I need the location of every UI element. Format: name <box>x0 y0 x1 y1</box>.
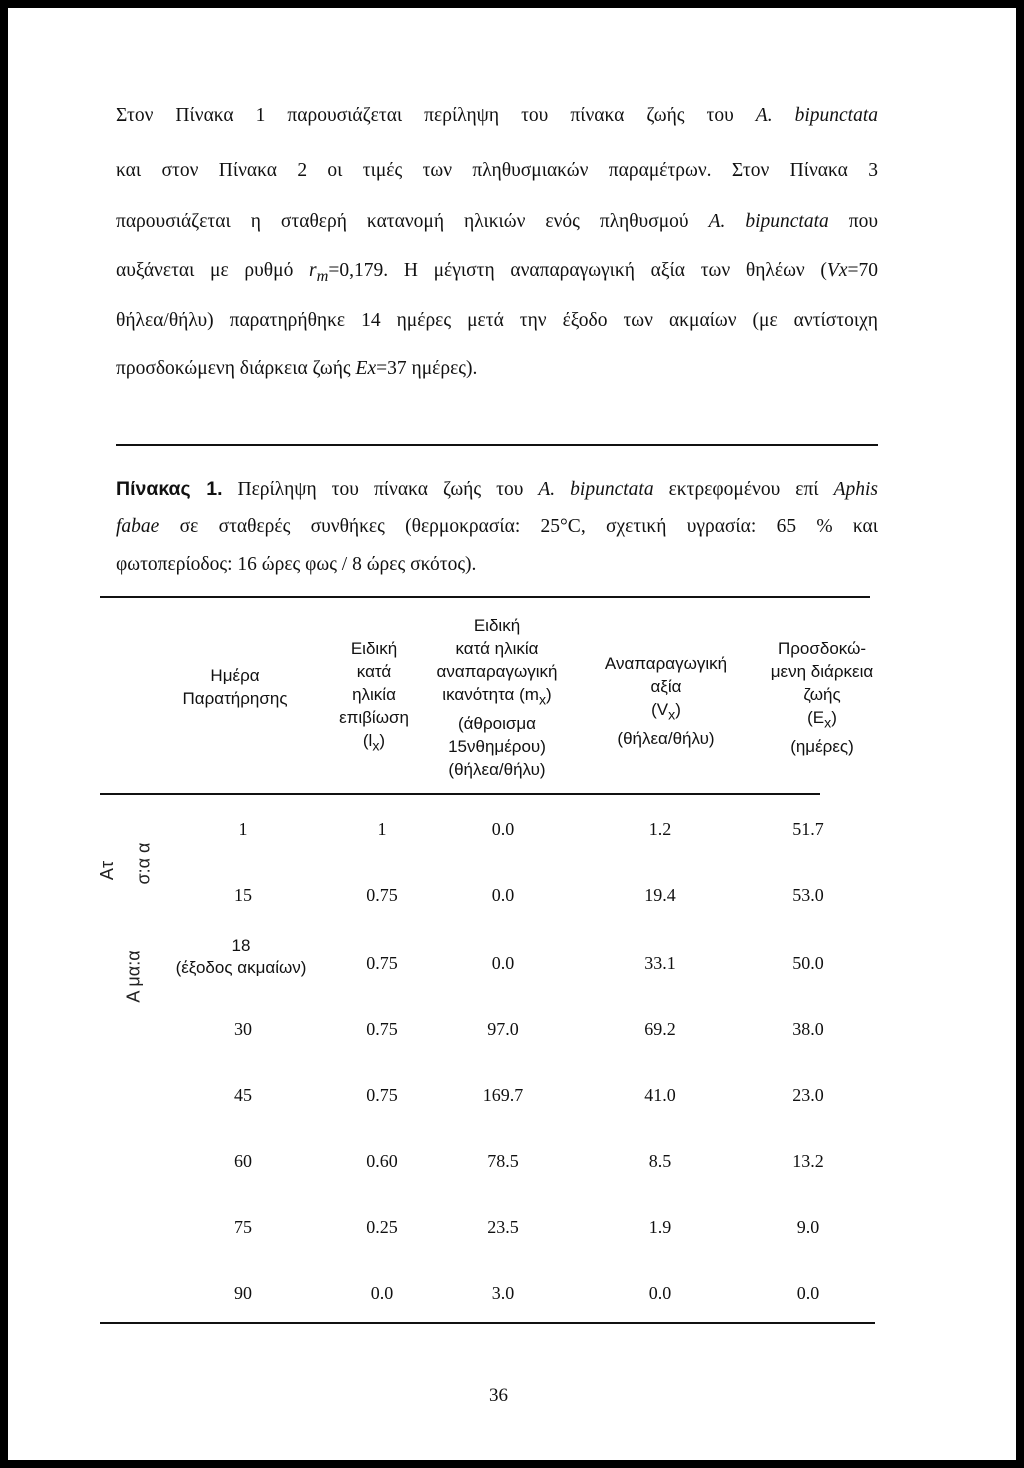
header-text: ) <box>831 708 837 727</box>
ex-symbol: Ex <box>355 358 377 379</box>
cell-lx: 0.75 <box>366 1085 398 1105</box>
cell-vx: 0.0 <box>648 1283 672 1303</box>
header-text: Ημέρα <box>210 666 260 685</box>
intro-line-2 <box>116 160 878 182</box>
header-text: Αναπαραγωγική <box>604 654 728 673</box>
cell-vx: 1.2 <box>648 819 672 839</box>
cell-vx: 33.1 <box>644 953 676 973</box>
table-bottom-rule <box>100 1322 875 1324</box>
species-name: A. bipunctata <box>538 479 654 500</box>
intro-line-6 <box>116 358 477 380</box>
stage-label-adult: Α μα:α <box>123 950 144 1003</box>
header-text: (ημέρες) <box>790 737 854 757</box>
cell-mx: 0.0 <box>491 953 515 973</box>
header-lx <box>339 637 409 758</box>
header-text: Προσδοκώ- <box>777 639 867 658</box>
header-ex <box>771 637 873 758</box>
cell-lx: 1 <box>377 819 387 839</box>
intro-text: Στον Πίνακα 1 παρουσιάζεται περίληψη του πίνακα ζωής του <box>116 105 756 126</box>
caption-text: εκτρεφομένου επί <box>653 479 834 500</box>
intro-line-3 <box>116 211 878 233</box>
cell-ex: 13.2 <box>792 1151 824 1171</box>
header-subscript: x <box>372 738 380 755</box>
intro-text: και στον Πίνακα 2 οι τιμές των πληθυσμιακών παραμέτρων. Στον Πίνακα 3 <box>116 160 878 181</box>
cell-ex: 53.0 <box>792 885 824 905</box>
stage-label-immature-b: σ:α α <box>133 842 154 885</box>
cell-ex: 9.0 <box>796 1217 820 1237</box>
cell-day <box>176 935 307 979</box>
document-page <box>8 8 1016 1460</box>
vx-symbol: Vx <box>826 260 848 281</box>
header-text: (l <box>362 731 373 750</box>
cell-mx: 0.0 <box>491 885 515 905</box>
header-subscript: x <box>668 707 676 724</box>
cell-vx: 8.5 <box>648 1151 672 1171</box>
cell-day: 75 <box>234 1217 252 1237</box>
cell-lx: 0.75 <box>366 1019 398 1039</box>
caption-line-2 <box>116 516 878 538</box>
intro-text: =70 <box>847 260 878 281</box>
cell-lx: 0.75 <box>366 885 398 905</box>
cell-day: 45 <box>234 1085 252 1105</box>
intro-text: =37 ημέρες). <box>376 358 478 379</box>
cell-ex: 23.0 <box>792 1085 824 1105</box>
intro-line-1 <box>116 105 878 127</box>
caption-label: Πίνακας 1. <box>116 478 223 500</box>
cell-day: 30 <box>234 1019 252 1039</box>
cell-vx: 1.9 <box>648 1217 672 1237</box>
header-bottom-rule <box>100 793 820 795</box>
host-name: fabae <box>116 516 160 537</box>
cell-vx: 19.4 <box>644 885 676 905</box>
cell-lx: 0.75 <box>366 953 398 973</box>
species-name: A. bipunctata <box>755 105 878 126</box>
rate-symbol: r <box>309 260 317 281</box>
header-text: κατά <box>356 662 392 681</box>
cell-lx: 0.25 <box>366 1217 398 1237</box>
cell-ex: 38.0 <box>792 1019 824 1039</box>
intro-text: παρουσιάζεται η σταθερή κατανομή ηλικιών ενός πληθυσμού <box>116 211 709 232</box>
header-text: (θήλεα/θήλυ) <box>617 729 715 749</box>
header-text: κατά ηλικία <box>455 639 539 658</box>
header-text: μενη διάρκεια <box>770 662 874 681</box>
cell-day: 1 <box>238 819 248 839</box>
header-text: ικανότητα (m <box>442 685 539 704</box>
cell-lx: 0.0 <box>370 1283 394 1303</box>
cell-mx: 0.0 <box>491 819 515 839</box>
intro-text: αυξάνεται με ρυθμό <box>116 260 310 281</box>
header-text: 15νθημέρου) <box>448 737 546 757</box>
intro-line-5 <box>116 310 878 332</box>
header-vx <box>605 652 727 750</box>
caption-top-rule <box>116 444 878 446</box>
cell-vx: 41.0 <box>644 1085 676 1105</box>
cell-day: 15 <box>234 885 252 905</box>
cell-ex: 51.7 <box>792 819 824 839</box>
species-name: A. bipunctata <box>708 211 829 232</box>
page-number: 36 <box>489 1385 508 1406</box>
host-name: Aphis <box>833 479 878 500</box>
header-subscript: x <box>824 715 832 732</box>
intro-line-4 <box>116 260 878 287</box>
header-text: Ειδική <box>473 616 521 635</box>
header-text: αναπαραγωγική <box>436 662 558 681</box>
header-mx <box>437 614 558 781</box>
cell-mx: 169.7 <box>482 1085 524 1105</box>
caption-line-1 <box>116 478 878 501</box>
cell-day-value: 18 <box>231 936 251 955</box>
cell-lx: 0.60 <box>366 1151 398 1171</box>
header-text: ζωής <box>803 685 841 704</box>
cell-mx: 97.0 <box>487 1019 519 1039</box>
header-text: επιβίωση <box>339 708 409 727</box>
cell-day: 90 <box>234 1283 252 1303</box>
intro-text: προσδοκώμενη διάρκεια ζωής <box>116 358 356 379</box>
cell-mx: 78.5 <box>487 1151 519 1171</box>
header-text: (θήλεα/θήλυ) <box>448 760 546 780</box>
cell-mx: 3.0 <box>491 1283 515 1303</box>
header-text: Ειδική <box>350 639 398 658</box>
caption-text: σε σταθερές συνθήκες (θερμοκρασία: 25°C, σχετική υγρασία: 65 % και <box>159 516 878 537</box>
intro-text: θήλεα/θήλυ) παρατηρήθηκε 14 ημέρες μετά την έξοδο των ακμαίων (με αντίστοιχη <box>116 310 878 331</box>
header-text: αξία <box>650 677 682 696</box>
table-top-rule <box>100 596 870 598</box>
caption-text: φωτοπερίοδος: 16 ώρες φως / 8 ώρες σκότος). <box>116 554 477 575</box>
cell-day-note: (έξοδος ακμαίων) <box>175 958 307 977</box>
caption-text: Περίληψη του πίνακα ζωής του <box>222 479 539 500</box>
header-text: (V <box>651 700 669 719</box>
cell-vx: 69.2 <box>644 1019 676 1039</box>
rate-subscript: m <box>316 266 329 285</box>
cell-mx: 23.5 <box>487 1217 519 1237</box>
intro-text: που <box>828 211 879 232</box>
cell-ex: 50.0 <box>792 953 824 973</box>
intro-text: =0,179. Η μέγιστη αναπαραγωγική αξία των θηλέων ( <box>328 260 827 281</box>
caption-line-3 <box>116 554 476 576</box>
cell-day: 60 <box>234 1151 252 1171</box>
header-text: ) <box>379 731 386 750</box>
header-subscript: x <box>538 692 547 709</box>
header-text: Παρατήρησης <box>182 689 288 708</box>
header-text: ) <box>675 700 681 719</box>
header-text: (E <box>807 708 825 727</box>
cell-ex: 0.0 <box>796 1283 820 1303</box>
header-text: ηλικία <box>352 685 396 704</box>
header-text: (άθροισμα <box>458 714 536 734</box>
stage-label-immature-a: Ατ <box>97 860 118 881</box>
header-day <box>182 664 287 710</box>
header-text: ) <box>546 685 552 704</box>
